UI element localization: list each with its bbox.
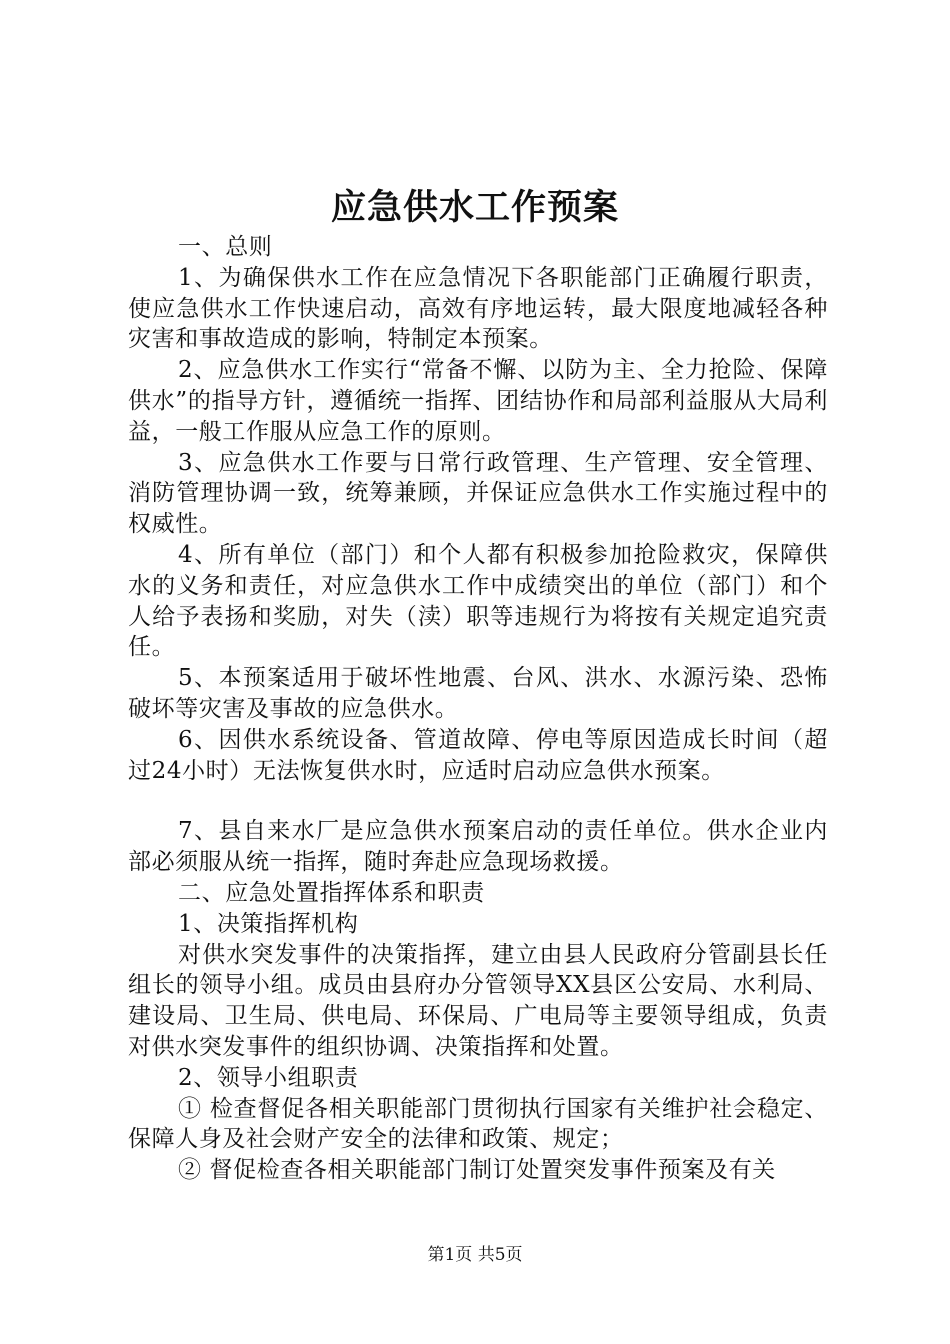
document-body [128,232,828,1186]
page-footer: 第1页 共5页 [427,1245,523,1265]
paragraph-6: 6、因供水系统设备、管道故障、停电等原因造成长时间（超过24小时）无法恢复供水时，应适时启动应急供水预案。 [128,726,828,784]
paragraph-3: 3、应急供水工作要与日常行政管理、生产管理、安全管理、消防管理协调一致，统筹兼顾，并保证应急供水工作实施过程中的权威性。 [128,449,828,538]
duty-item-1: ① 检查督促各相关职能部门贯彻执行国家有关维护社会稳定、保障人身及社会财产安全的法律和政策、规定； [128,1095,828,1153]
paragraph-4: 4、所有单位（部门）和个人都有积极参加抢险救灾，保障供水的义务和责任，对应急供水工作中成绩突出的单位（部门）和个人给予表扬和奖励，对失（渎）职等违规行为将按有关规定追究责任。 [128,541,828,661]
blank-line [128,786,828,816]
duty-item-2: ② 督促检查各相关职能部门制订处置突发事件预案及有关 [178,1157,776,1184]
paragraph-1: 1、为确保供水工作在应急情况下各职能部门正确履行职责，使应急供水工作快速启动，高效有序地运转，最大限度地减轻各种灾害和事故造成的影响，特制定本预案。 [128,264,828,353]
section-heading-command: 二、应急处置指挥体系和职责 [178,879,485,906]
subheading-decision-body: 1、决策指挥机构 [178,910,359,937]
document-title: 应急供水工作预案 [330,187,619,228]
paragraph-5: 5、本预案适用于破坏性地震、台风、洪水、水源污染、恐怖破坏等灾害及事故的应急供水。 [128,665,828,722]
paragraph-decision-body: 对供水突发事件的决策指挥，建立由县人民政府分管副县长任组长的领导小组。成员由县府办分管领导XX县区公安局、水利局、建设局、卫生局、供电局、环保局、广电局等主要领导组成，负责对供水突发事件的组织协调、决策指挥和处置。 [128,941,828,1060]
subheading-group-duties: 2、领导小组职责 [178,1064,359,1091]
section-heading-general: 一、总则 [178,234,273,260]
paragraph-2: 2、应急供水工作实行“常备不懈、以防为主、全力抢险、保障供水”的指导方针，遵循统一指挥、团结协作和局部利益服从大局利益，一般工作服从应急工作的原则。 [128,357,828,445]
paragraph-7: 7、县自来水厂是应急供水预案启动的责任单位。供水企业内部必须服从统一指挥，随时奔赴应急现场救援。 [128,818,828,876]
